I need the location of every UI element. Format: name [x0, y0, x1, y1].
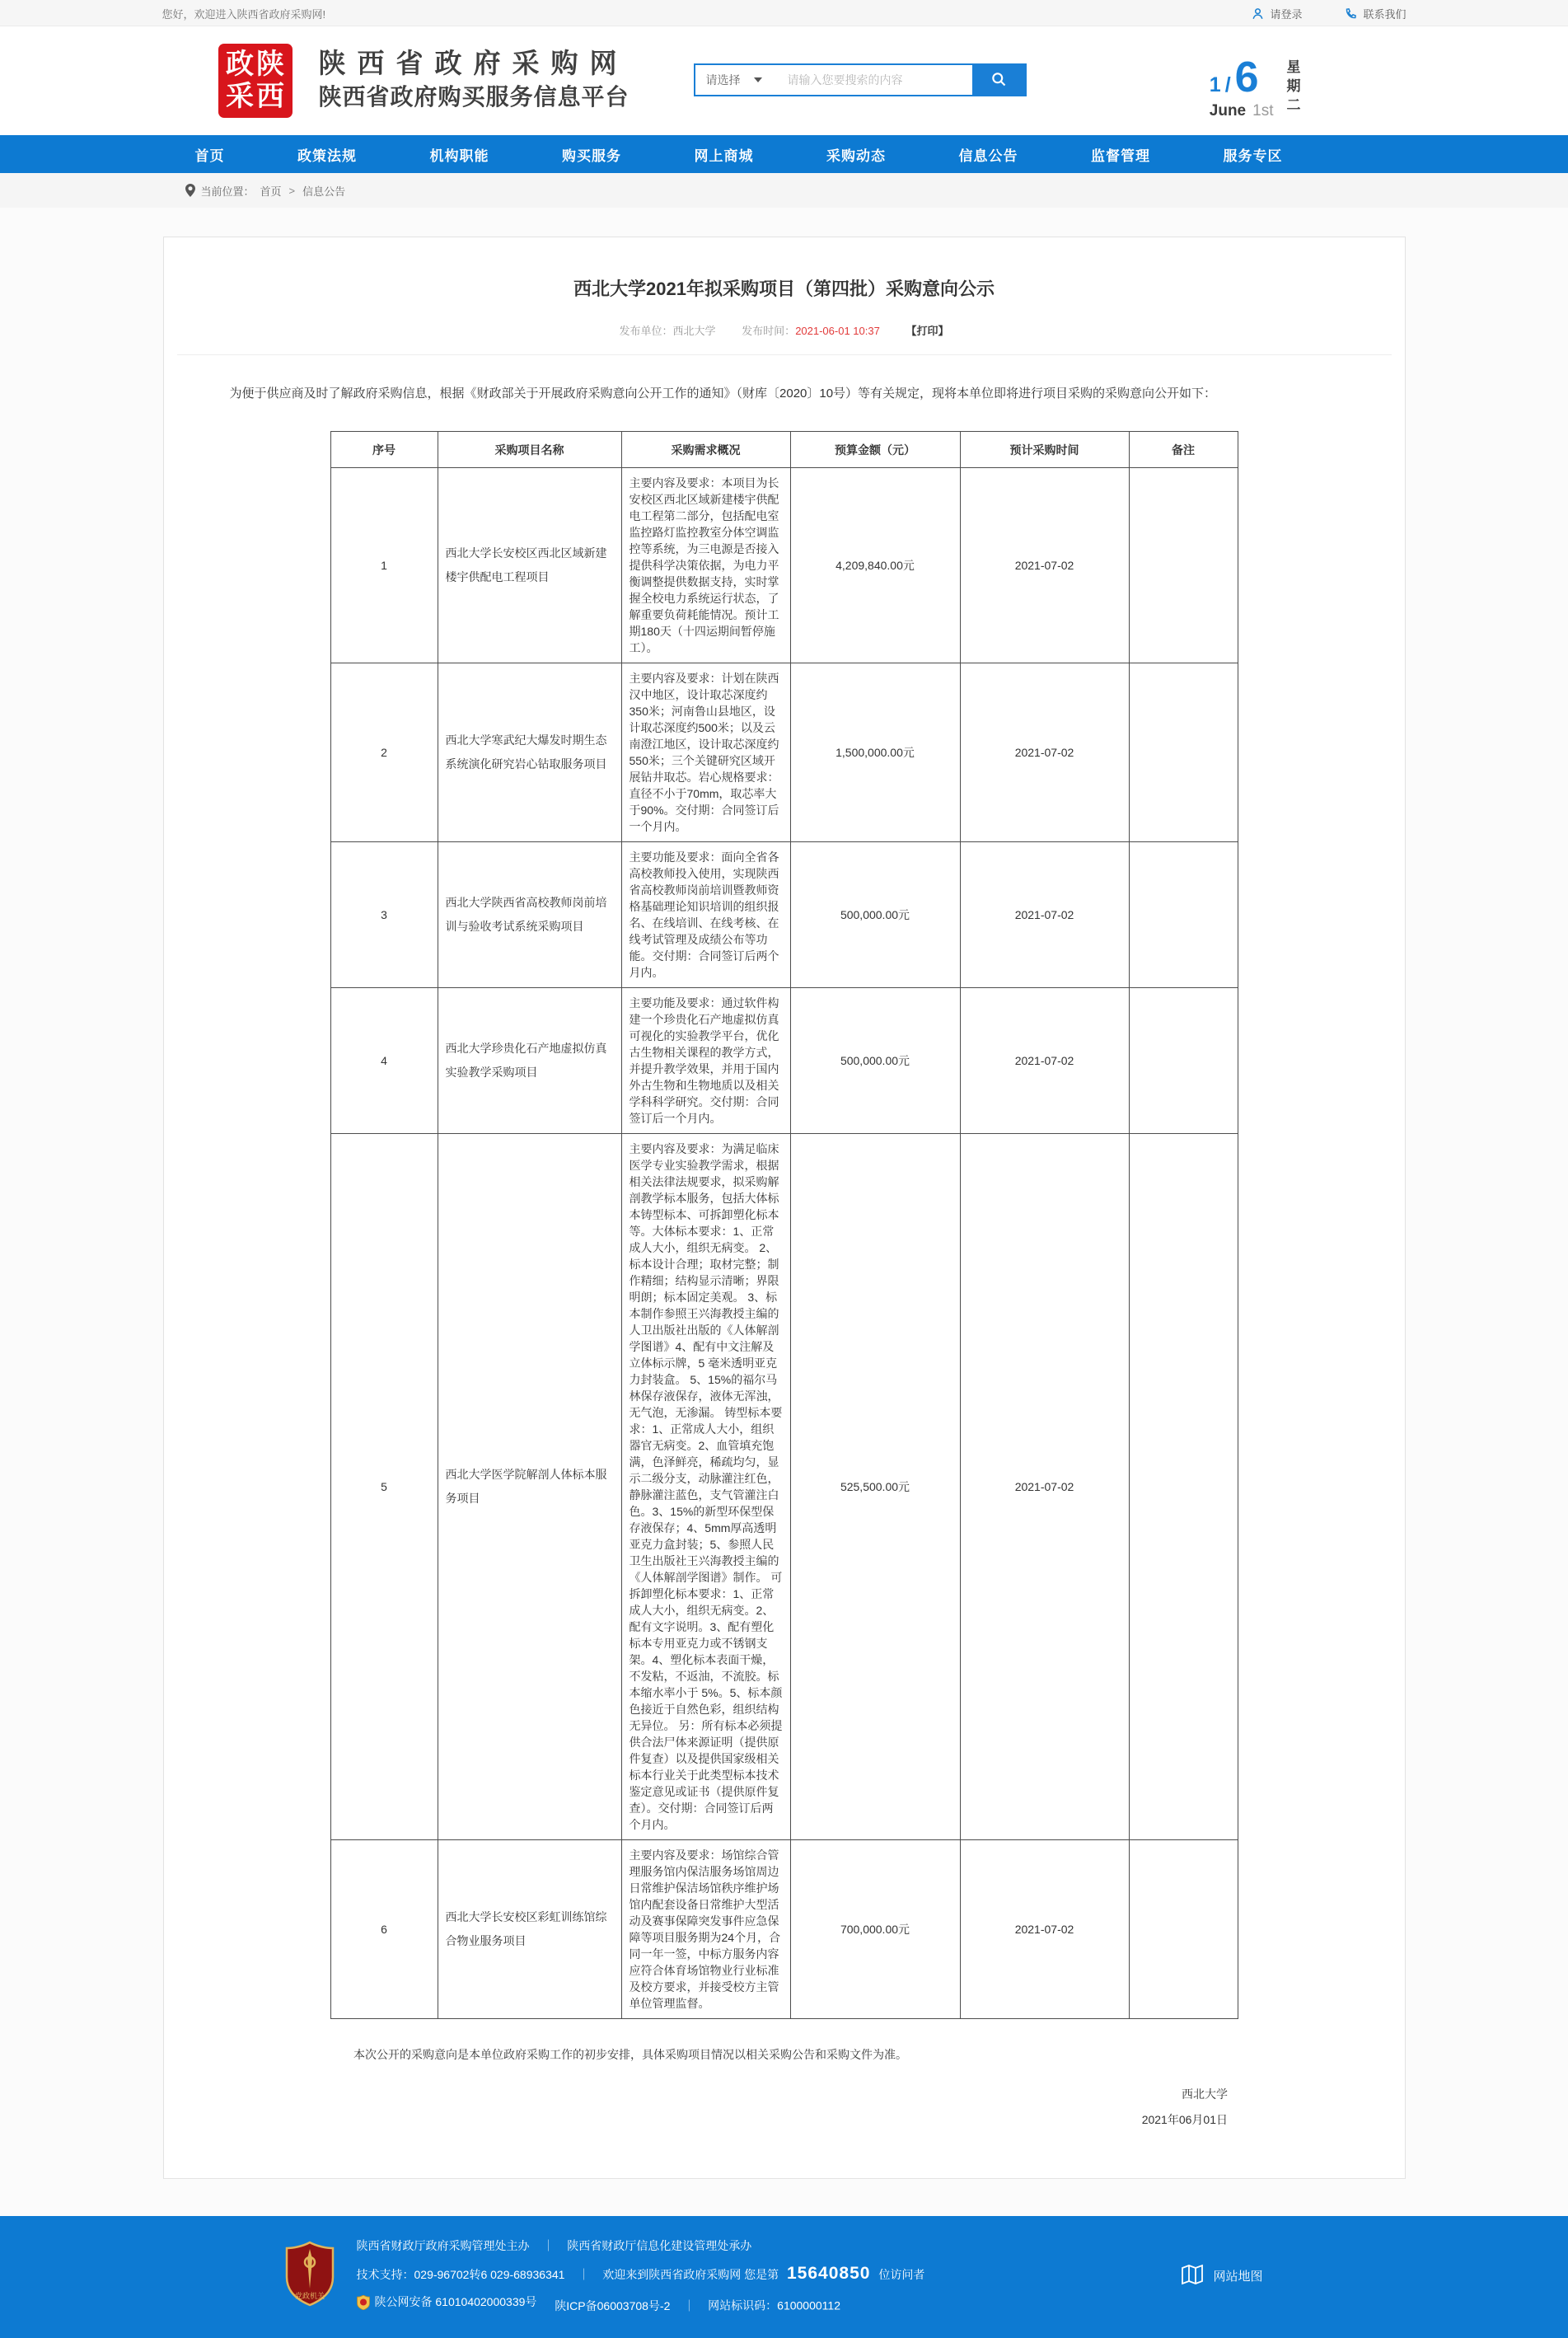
- cell-purchase-time: 2021-07-02: [960, 468, 1129, 663]
- nav-item: [297, 144, 357, 165]
- table-row: [330, 468, 1238, 663]
- header-note: 备注: [1129, 432, 1238, 468]
- visitor-count: 15640850: [787, 2264, 871, 2283]
- nav-item: [562, 144, 621, 165]
- article-card: [163, 237, 1406, 2179]
- nav-link[interactable]: 信息公告: [958, 148, 1018, 164]
- police-beian-label: 陕公网安备 61010402000339号: [374, 2295, 537, 2308]
- search-category-label: 请选择: [705, 73, 741, 87]
- table-row: [330, 663, 1238, 842]
- nav-link[interactable]: 采购动态: [826, 148, 886, 164]
- breadcrumb-separator: >: [288, 184, 296, 197]
- breadcrumb-current-link[interactable]: 信息公告: [302, 185, 346, 198]
- cell-note: [1129, 988, 1238, 1134]
- footer-line-hosts: 陕西省财政厅政府采购管理处主办 ｜ 陕西省财政厅信息化建设管理处承办: [356, 2239, 752, 2252]
- sitemap-link[interactable]: [1180, 2262, 1262, 2290]
- cell-note: [1129, 1134, 1238, 1840]
- table-header-row: [330, 432, 1238, 468]
- cell-budget: 1,500,000.00元: [790, 663, 960, 842]
- footer-welcome-suffix: 位访问者: [878, 2268, 925, 2281]
- cell-budget: 700,000.00元: [790, 1840, 960, 2019]
- site-subtitle: 陕西省政府购买服务信息平台: [318, 84, 630, 110]
- site-code: 网站标识码：6100000112: [708, 2298, 840, 2312]
- publish-time-value: 2021-06-01 10:37: [795, 325, 880, 337]
- site-name: 陕西省政府采购网: [318, 48, 629, 78]
- search-icon: [990, 71, 1007, 90]
- login-link[interactable]: [1252, 6, 1302, 21]
- cell-note: [1129, 468, 1238, 663]
- site-logo: [218, 44, 293, 118]
- footer-host: 陕西省财政厅政府采购管理处主办: [356, 2239, 530, 2252]
- header-project-name: 采购项目名称: [438, 432, 621, 468]
- top-bar: [0, 0, 1568, 26]
- cell-seq: 4: [330, 988, 438, 1134]
- cell-budget: 500,000.00元: [790, 988, 960, 1134]
- phone-icon: [1345, 7, 1357, 20]
- header-seq: 序号: [330, 432, 438, 468]
- gov-badge-icon: [284, 2241, 335, 2311]
- search-button[interactable]: [972, 65, 1025, 95]
- header-budget: 预算金额（元）: [790, 432, 960, 468]
- breadcrumb-bar: [0, 173, 1568, 208]
- cell-project-name: 西北大学医学院解剖人体标本服务项目: [438, 1134, 621, 1840]
- publisher-value: 西北大学: [672, 325, 716, 337]
- cell-note: [1129, 663, 1238, 842]
- table-row: [330, 988, 1238, 1134]
- cell-budget: 4,209,840.00元: [790, 468, 960, 663]
- police-badge-icon: [357, 2295, 370, 2310]
- site-header: [0, 26, 1568, 135]
- nav-item: [959, 144, 1018, 165]
- nav-link[interactable]: 网上商城: [694, 148, 754, 164]
- nav-link[interactable]: 服务专区: [1223, 148, 1283, 164]
- cell-budget: 500,000.00元: [790, 842, 960, 988]
- print-button[interactable]: 【打印】: [906, 325, 949, 337]
- logo-char: 采: [226, 81, 254, 112]
- date-month-number: 1: [1209, 73, 1221, 96]
- cell-demand-summary: 主要功能及要求：面向全省各高校教师投入使用，实现陕西省高校教师岗前培训暨教师资格基础理论知识培训的组织报名、在线培训、在线考核、在线考试管理及成绩公布等功能。交付期：合同签订后两个月内。: [621, 842, 790, 988]
- weekday-char: 星: [1286, 59, 1301, 75]
- cell-demand-summary: 主要内容及要求：计划在陕西汉中地区，设计取芯深度约350米；河南鲁山县地区，设计取芯深度约500米；以及云南澄江地区，设计取芯深度约550米；三个关键研究区域开展钻井取芯。岩心规格要求：直径不小于70mm，取芯率大于90%。交付期：合同签订后一个月内。: [621, 663, 790, 842]
- article-title: 西北大学2021年拟采购项目（第四批）采购意向公示: [573, 279, 995, 299]
- cell-project-name: 西北大学长安校区彩虹训练馆综合物业服务项目: [438, 1840, 621, 2019]
- table-row: [330, 1840, 1238, 2019]
- breadcrumb-home-link[interactable]: 首页: [260, 185, 282, 198]
- publish-time-label: 发布时间：: [742, 325, 796, 337]
- signature-date: 2021年06月01日: [1141, 2113, 1228, 2126]
- footer-line-tech: 技术支持：029-96702转6 029-68936341 ｜ 欢迎来到陕西省政府采购网 您是第 15640850 位访问者: [356, 2264, 925, 2283]
- date-separator: /: [1224, 73, 1231, 96]
- search-input[interactable]: [783, 65, 972, 95]
- icp-beian-link[interactable]: 陕ICP备06003708号-2: [555, 2298, 671, 2312]
- main-nav: [162, 135, 1407, 173]
- chevron-down-icon: [754, 77, 762, 82]
- signature-block: [330, 2082, 1238, 2133]
- cell-note: [1129, 842, 1238, 988]
- site-footer: [0, 2216, 1568, 2338]
- cell-purchase-time: 2021-07-02: [960, 988, 1129, 1134]
- cell-project-name: 西北大学长安校区西北区域新建楼宇供配电工程项目: [438, 468, 621, 663]
- nav-item: [1091, 144, 1150, 165]
- logo-char: 陕: [256, 49, 284, 80]
- intro-paragraph: 为便于供应商及时了解政府采购信息，根据《财政部关于开展政府采购意向公开工作的通知》（财库〔2020〕10号）等有关规定，现将本单位即将进行项目采购的采购意向公开如下：: [229, 387, 1217, 401]
- sitemap-label: 网站地图: [1213, 2270, 1263, 2284]
- nav-link[interactable]: 购买服务: [562, 148, 621, 164]
- footer-tech-support: 技术支持：029-96702转6 029-68936341: [356, 2268, 565, 2281]
- cell-seq: 3: [330, 842, 438, 988]
- cell-seq: 1: [330, 468, 438, 663]
- closing-paragraph: 本次公开的采购意向是本单位政府采购工作的初步安排，具体采购项目情况以相关采购公告和采购文件为准。: [353, 2048, 907, 2061]
- cell-project-name: 西北大学寒武纪大爆发时期生态系统演化研究岩心钻取服务项目: [438, 663, 621, 842]
- header-purchase-time: 预计采购时间: [960, 432, 1129, 468]
- contact-link[interactable]: [1345, 6, 1406, 21]
- breadcrumb: [162, 173, 1407, 208]
- nav-link[interactable]: 首页: [194, 148, 225, 164]
- cell-purchase-time: 2021-07-02: [960, 663, 1129, 842]
- logo-char: 西: [256, 81, 284, 112]
- user-icon: [1252, 7, 1264, 20]
- cell-purchase-time: 2021-07-02: [960, 1134, 1129, 1840]
- table-row: [330, 842, 1238, 988]
- nav-link[interactable]: 机构职能: [429, 148, 489, 164]
- footer-support-org: 陕西省财政厅信息化建设管理处承办: [567, 2239, 752, 2252]
- nav-link[interactable]: 监督管理: [1091, 148, 1150, 164]
- cell-demand-summary: 主要内容及要求：场馆综合管理服务馆内保洁服务场馆周边日常维护保洁场馆秩序维护场馆内配套设备日常维护大型活动及赛事保障突发事件应急保障等项目服务期为24个月，合同一年一签，中标方服务内容应符合体育场馆物业行业标准及校方要求，并接受校方主管单位管理监督。: [621, 1840, 790, 2019]
- login-label: 请登录: [1270, 7, 1303, 21]
- cell-demand-summary: 主要内容及要求：为满足临床医学专业实验教学需求，根据相关法律法规要求，拟采购解剖教学标本服务，包括大体标本铸型标本、可拆卸塑化标本等。大体标本要求：1、正常成人大小，组织无病变。 2、标本设计合理；取材完整；制作精细；结构显示清晰；界限明朗；标本固定美观。 3、标本制作参照王兴海教授主编的人卫出版社出版的《人体解剖学图谱》4、配有中文注解及立体标示牌，5 毫米透明亚克力封装盒。 5、15%的福尔马林保存液保存，液体无浑浊，无气泡，无渗漏。 铸型标本要求：1、正常成人大小，组织器官无病变。2、血管填充饱满，色泽鲜亮，稀疏均匀，显示二级分支，动脉灌注红色，静脉灌注蓝色，支气管灌注白色。3、15%的新型环保型保存液保存；4、5mm厚高透明亚克力盒封装；5、参照人民卫生出版社王兴海教授主编的《人体解剖学图谱》制作。 可拆卸塑化标本要求：1、正常成人大小，组织无病变。2、配有文字说明。3、配有塑化标本专用亚克力或不锈钢支架。4、塑化标本表面干燥，不发粘，不返油，不流胶。标本缩水率小于 5%。5、标本颜色接近于自然色彩，组织结构无异位。 另：所有标本必须提供合法尸体来源证明（提供原件复查）以及提供国家级相关标本行业关于此类型标本技术鉴定意见或证书（提供原件复查）。交付期：合同签订后两个月内。: [621, 1134, 790, 1840]
- weekday-label: [1287, 56, 1301, 120]
- search-bar: [694, 63, 1027, 96]
- footer-welcome-prefix: 欢迎来到陕西省政府采购网 您是第: [602, 2268, 779, 2281]
- nav-item: [430, 144, 489, 165]
- date-month-name: June: [1209, 102, 1247, 119]
- logo-char: 政: [226, 49, 254, 80]
- search-category-select[interactable]: [695, 65, 783, 95]
- cell-demand-summary: 主要内容及要求：本项目为长安校区西北区域新建楼宇供配电工程第二部分，包括配电室监控路灯监控教室分体空调监控等系统，为三电源是否接入提供科学决策依据，为电力平衡调整提供数据支持，实时掌握全校电力系统运行状态，了解重要负荷耗能情况。预计工期180天（十四运期间暂停施工）。: [621, 468, 790, 663]
- cell-demand-summary: 主要功能及要求：通过软件构建一个珍贵化石产地虚拟仿真可视化的实验教学平台，优化古生物相关课程的教学方式，并提升教学效果，并用于国内外古生物和生物地质以及相关学科科学研究。交付期：合同签订后一个月内。: [621, 988, 790, 1134]
- contact-label: 联系我们: [1363, 7, 1407, 21]
- procurement-table: [330, 431, 1238, 2019]
- table-row: [330, 1134, 1238, 1840]
- footer-line-beian: 陕公网安备 61010402000339号 陕ICP备06003708号-2 ｜ 网站标识码：6100000112: [357, 2289, 925, 2320]
- cell-seq: 6: [330, 1840, 438, 2019]
- weekday-char: 期: [1286, 78, 1301, 94]
- location-pin-icon: [185, 184, 195, 197]
- breadcrumb-label: 当前位置：: [200, 185, 255, 198]
- weekday-char: 二: [1286, 97, 1301, 113]
- welcome-text: 您好，欢迎进入陕西省政府采购网!: [161, 7, 326, 21]
- nav-item: [1224, 144, 1283, 165]
- map-icon: [1180, 2262, 1205, 2290]
- police-beian-link[interactable]: [357, 2289, 537, 2316]
- date-ordinal: 1st: [1252, 102, 1274, 119]
- publisher-label: 发布单位：: [619, 325, 673, 337]
- header-demand-summary: 采购需求概况: [621, 432, 790, 468]
- cell-note: [1129, 1840, 1238, 2019]
- cell-seq: 2: [330, 663, 438, 842]
- nav-link[interactable]: 政策法规: [297, 148, 357, 164]
- cell-purchase-time: 2021-07-02: [960, 842, 1129, 988]
- date-widget: [1210, 56, 1301, 120]
- nav-item: [695, 144, 754, 165]
- cell-project-name: 西北大学珍贵化石产地虚拟仿真实验教学采购项目: [438, 988, 621, 1134]
- article-meta: [177, 322, 1392, 355]
- cell-budget: 525,500.00元: [790, 1134, 960, 1840]
- cell-project-name: 西北大学陕西省高校教师岗前培训与验收考试系统采购项目: [438, 842, 621, 988]
- nav-item: [826, 144, 886, 165]
- cell-purchase-time: 2021-07-02: [960, 1840, 1129, 2019]
- nav-item: [195, 144, 225, 165]
- cell-seq: 5: [330, 1134, 438, 1840]
- main-nav-bar: [0, 135, 1568, 173]
- gov-badge-text: 党政机关: [294, 2292, 325, 2301]
- signature-org: 西北大学: [1182, 2087, 1228, 2101]
- date-day-number: 6: [1234, 54, 1259, 101]
- main-area: [0, 208, 1568, 2216]
